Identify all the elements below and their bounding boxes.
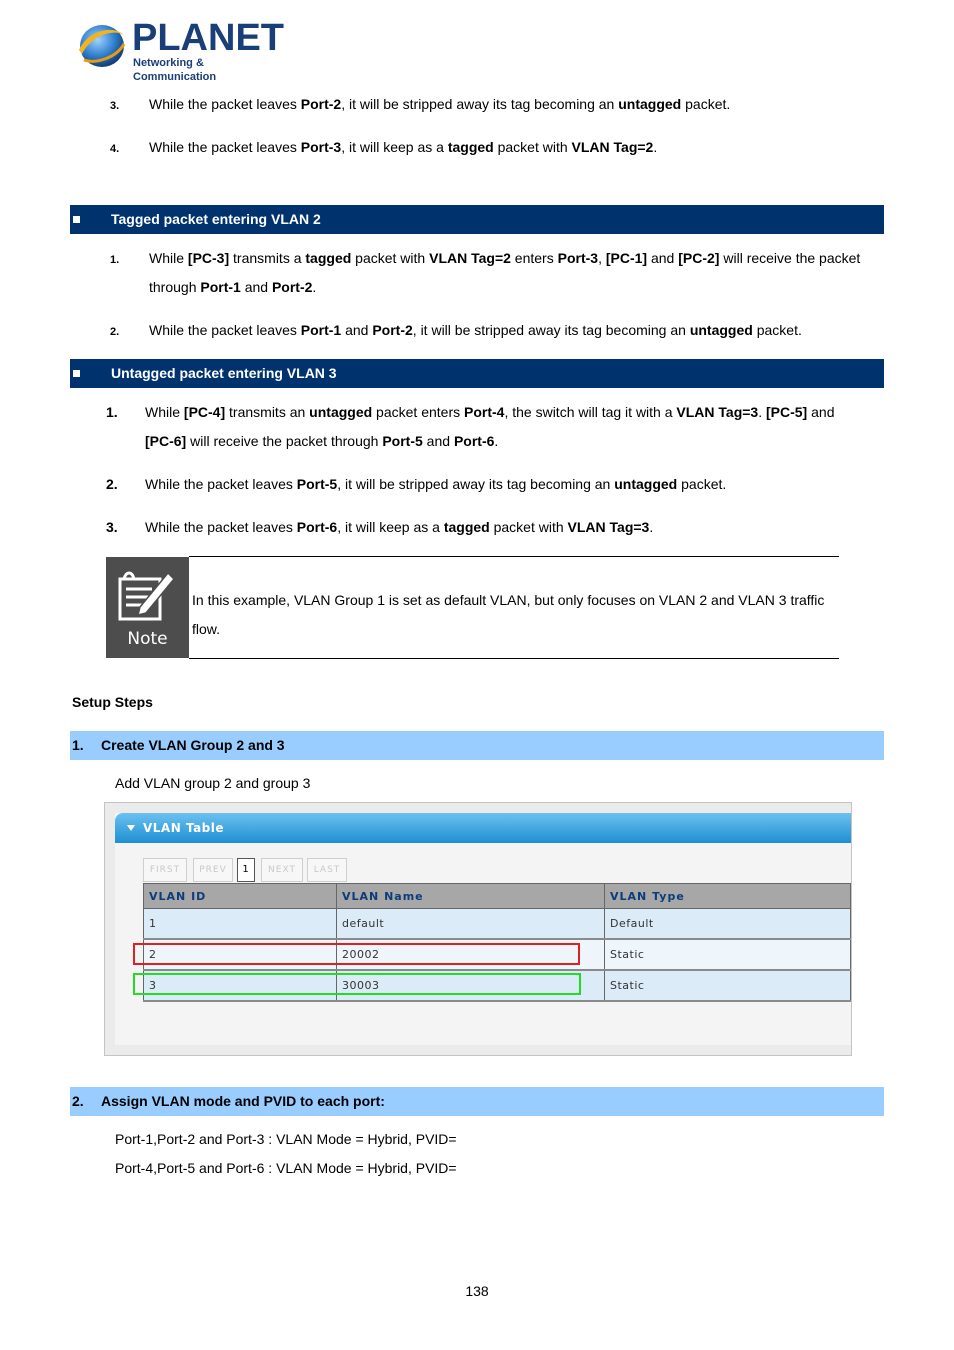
cell-vlan-id: 1 [144,909,337,940]
vlan2-step-2-text: While the packet leaves Port-1 and Port-2, it will be stripped away its tag becoming an untagged packet. [149,322,802,338]
vlan3-step-2-text: While the packet leaves Port-5, it will be stripped away its tag becoming an untagged packet. [145,476,727,492]
cell-vlan-name: 20002 [337,939,605,970]
setup-step-1-desc: Add VLAN group 2 and group 3 [115,775,311,791]
cell-vlan-id: 2 [144,939,337,970]
square-bullet-icon [73,370,80,377]
vlan3-step-3-num: 3. [106,519,118,535]
table-row[interactable] [144,909,851,940]
pager-prev-button[interactable]: PREV [193,858,233,882]
vlan-table-titlebar [115,813,851,843]
cell-vlan-name: 30003 [337,970,605,1001]
section-header-vlan3: Untagged packet entering VLAN 3 [70,359,884,388]
setup-steps-heading: Setup Steps [72,694,153,710]
cell-vlan-type: Default [605,909,851,940]
vlan3-step-1-num: 1. [106,404,118,420]
setup-step-1-header: 1. Create VLAN Group 2 and 3 [70,731,884,760]
note-bottom-rule [189,658,839,659]
note-text-line2: flow. [192,621,221,637]
column-header-vlan-type[interactable]: VLAN Type [605,884,851,909]
note-label: Note [127,629,168,649]
cell-vlan-type: Static [605,939,851,970]
vlan2-step-2-num: 2. [110,326,120,338]
intro-step-4: 4. [110,143,120,155]
planet-logo [76,17,284,83]
vlan2-step-1-line2: through Port-1 and Port-2. [149,279,317,295]
vlan3-step-3-text: While the packet leaves Port-6, it will keep as a tagged packet with VLAN Tag=3. [145,519,654,535]
note-top-rule [189,556,839,557]
vlan3-step-2-num: 2. [106,476,118,492]
pager-first-button[interactable]: FIRST [143,858,187,882]
intro-step-3: 3. [110,100,120,112]
intro-step-4-text: While the packet leaves Port-3, it will keep as a tagged packet with VLAN Tag=2. [149,139,658,155]
pager-last-button[interactable]: LAST [307,858,347,882]
vlan3-step-1-line2: [PC-6] will receive the packet through Port-5 and Port-6. [145,433,499,449]
vlan-table-screenshot [104,802,852,1056]
note-text-line1: In this example, VLAN Group 1 is set as default VLAN, but only focuses on VLAN 2 and VLAN 3 traffic [192,592,825,608]
cell-vlan-type: Static [605,970,851,1001]
cell-vlan-name: default [337,909,605,940]
column-header-vlan-id[interactable]: VLAN ID [144,884,337,909]
setup-step-2-header: 2. Assign VLAN mode and PVID to each port: [70,1087,884,1116]
square-bullet-icon [73,216,80,223]
globe-icon [76,20,128,70]
collapse-triangle-icon[interactable] [127,825,135,831]
intro-step-3-text: While the packet leaves Port-2, it will be stripped away its tag becoming an untagged packet. [149,96,731,112]
setup-step-2-line1: Port-1,Port-2 and Port-3 : VLAN Mode = Hybrid, PVID= [115,1131,457,1147]
highlight-box-vlan3 [133,973,581,995]
page-number: 138 [465,1283,489,1299]
cell-vlan-id: 3 [144,970,337,1001]
pager-next-button[interactable]: NEXT [261,858,303,882]
notepad-pen-icon [116,567,180,623]
logo-wordmark: PLANET [132,17,284,59]
vlan3-step-1-line1: While [PC-4] transmits an untagged packet enters Port-4, the switch will tag it with a VLAN Tag=3. [PC-5] and [145,404,835,420]
highlight-box-vlan2 [133,943,580,965]
vlan-table-panel [115,813,851,1045]
pager-page-1-button[interactable]: 1 [237,858,255,882]
vlan-table-title: VLAN Table [143,821,225,835]
vlan2-step-1-line1: While [PC-3] transmits a tagged packet with VLAN Tag=2 enters Port-3, [PC-1] and [PC-2] will receive the packet [149,250,861,266]
vlan2-step-1-num: 1. [110,254,120,266]
note-icon [106,557,189,658]
section-header-vlan2: Tagged packet entering VLAN 2 [70,205,884,234]
logo-tagline: Networking & Communication [133,57,217,83]
column-header-vlan-name[interactable]: VLAN Name [337,884,605,909]
setup-step-2-line2: Port-4,Port-5 and Port-6 : VLAN Mode = Hybrid, PVID= [115,1160,457,1176]
